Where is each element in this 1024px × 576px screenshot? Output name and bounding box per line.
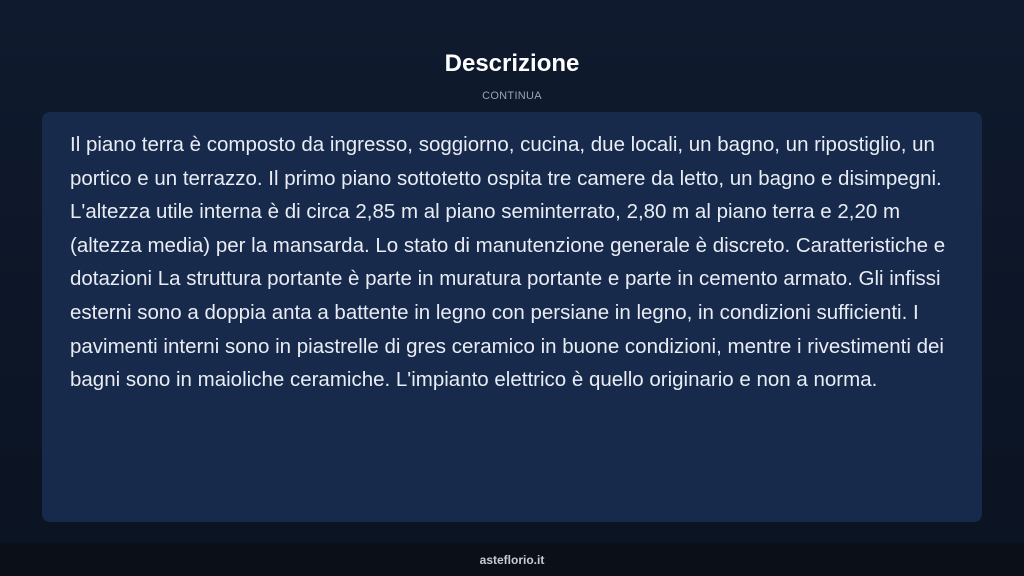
description-text: Il piano terra è composto da ingresso, soggiorno, cucina, due locali, un bagno, un ripostiglio, un portico e un terrazzo. Il primo piano sottotetto ospita tre camere da letto, un bagno e disimpegni. L'altezza utile interna è di circa 2,85 m al piano seminterrato, 2,80 m al piano terra e 2,20 m (altezza media) per la mansarda. Lo stato di manutenzione generale è discreto. Caratteristiche e dotazioni La struttura portante è parte in muratura portante e parte in cemento armato. Gli infissi esterni sono a doppia anta a battente in legno con persiane in legno, in condizioni sufficienti. I pavimenti interni sono in piastrelle di gres ceramico in buone condizioni, mentre i rivestimenti dei bagni sono in maioliche ceramiche. L'impianto elettrico è quello originario e non a norma.: [70, 133, 946, 392]
page-title: Descrizione: [444, 50, 580, 77]
continue-link[interactable]: CONTINUA: [482, 90, 542, 102]
description-card: [42, 112, 982, 522]
footer-bar: [0, 543, 1024, 576]
footer-site-label: asteflorio.it: [479, 553, 545, 567]
